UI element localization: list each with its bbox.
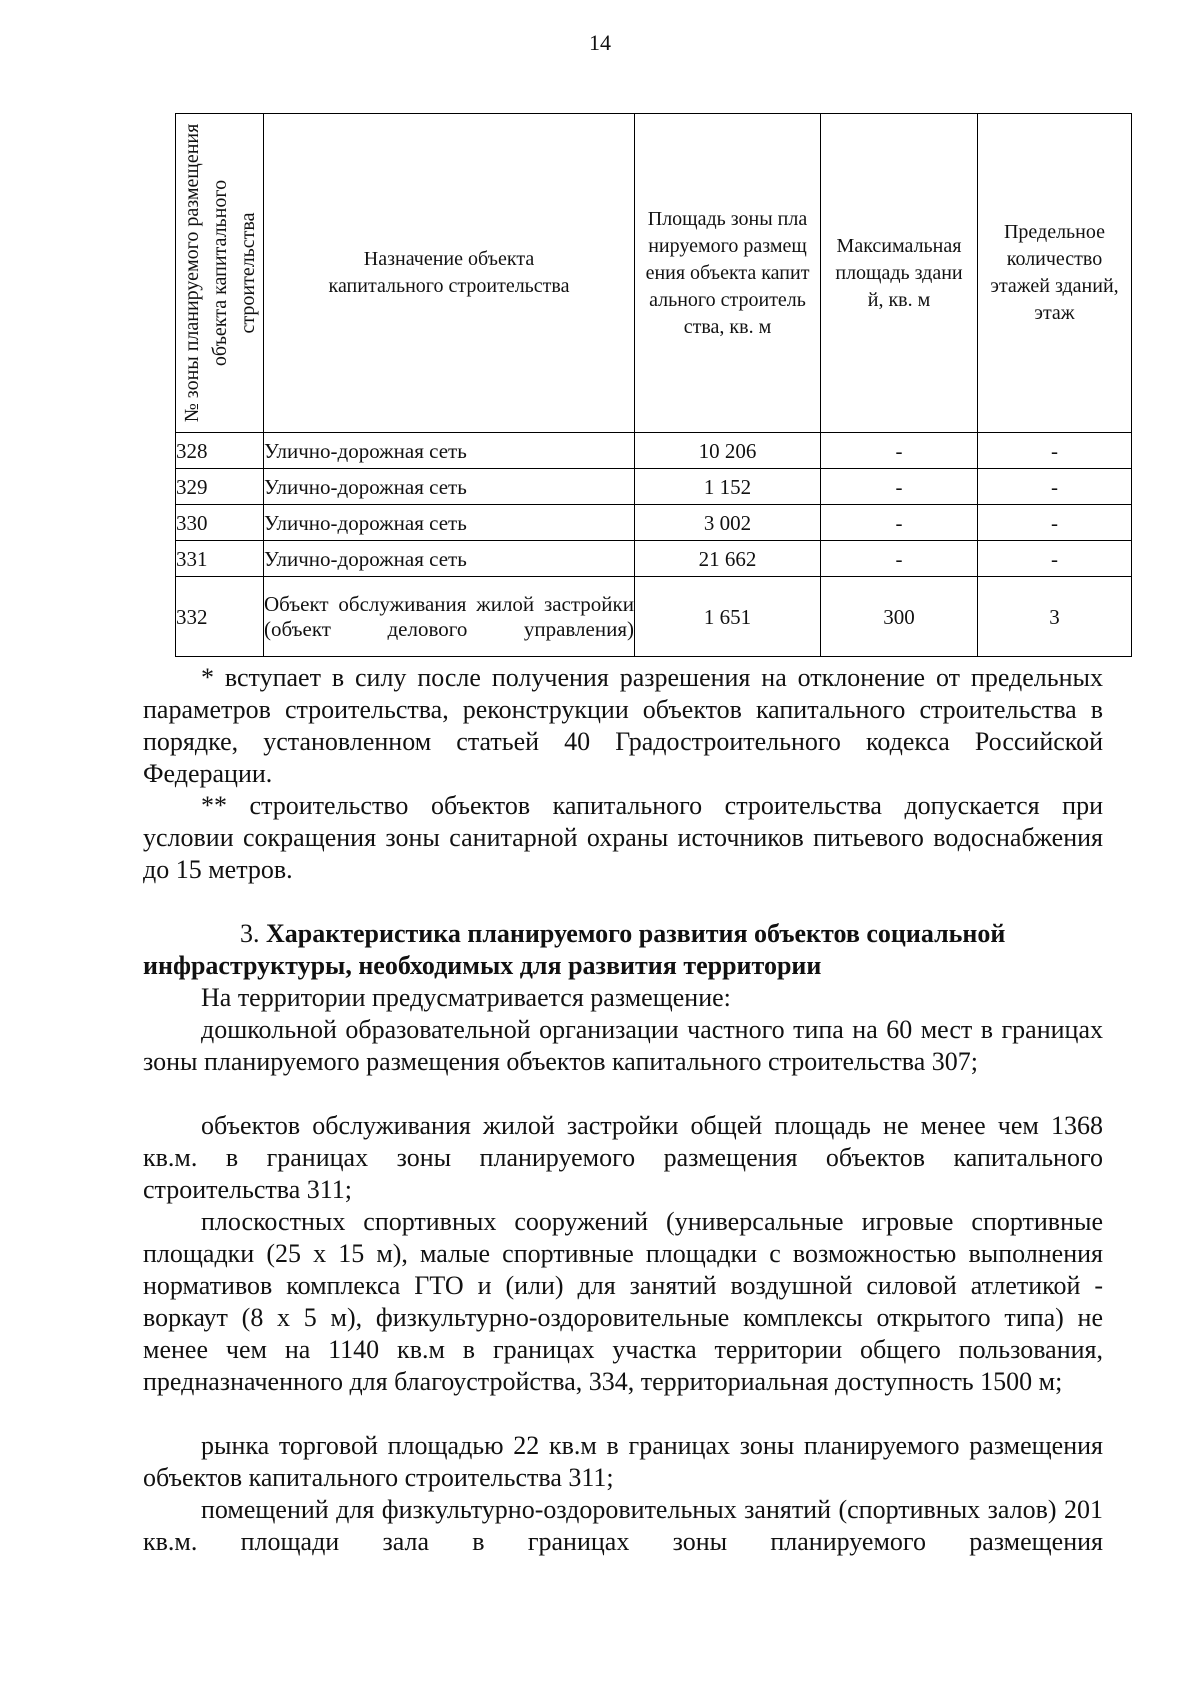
max-floors: - bbox=[978, 433, 1132, 469]
max-floors: - bbox=[978, 469, 1132, 505]
max-floors: - bbox=[978, 541, 1132, 577]
zone-number: 329 bbox=[176, 469, 264, 505]
max-area: 300 bbox=[821, 577, 978, 657]
max-area: - bbox=[821, 505, 978, 541]
table-header-row bbox=[176, 114, 1132, 433]
header-purpose: Назначение объекта капитального строительства bbox=[264, 114, 635, 433]
max-floors: - bbox=[978, 505, 1132, 541]
max-area: - bbox=[821, 469, 978, 505]
header-zone-number-text: № зоны планируемого размещения объекта капитального строительства bbox=[180, 123, 259, 423]
zone-number: 332 bbox=[176, 577, 264, 657]
max-area: - bbox=[821, 541, 978, 577]
page-number: 14 bbox=[589, 30, 611, 55]
purpose: Улично-дорожная сеть bbox=[264, 541, 635, 577]
list-item: помещений для физкультурно-оздоровительных занятий (спортивных залов) 201 кв.м. площади зала в границах зоны планируемого размещения bbox=[143, 1495, 1103, 1556]
zones-table bbox=[175, 113, 1132, 657]
purpose: Объект обслуживания жилой застройки (объект делового управления) bbox=[264, 577, 635, 657]
header-zone-number bbox=[176, 114, 264, 433]
header-max-floors: Предельное количество этажей зданий, этаж bbox=[978, 114, 1132, 433]
purpose: Улично-дорожная сеть bbox=[264, 505, 635, 541]
header-zone-area: Площадь зоны планируемого размещения объекта капитального строительства, кв. м bbox=[635, 114, 821, 433]
section-3-intro: На территории предусматривается размещение: bbox=[201, 983, 731, 1012]
list-item: дошкольной образовательной организации частного типа на 60 мест в границах зоны планируемого размещения объектов капитального строительства 307; bbox=[143, 1015, 1103, 1076]
section-number: 3. bbox=[240, 919, 260, 948]
purpose: Улично-дорожная сеть bbox=[264, 469, 635, 505]
section-title: Характеристика планируемого развития объектов социальной инфраструктуры, необходимых для развития территории bbox=[143, 919, 1006, 980]
zone-area: 1 651 bbox=[635, 577, 821, 657]
table-row bbox=[176, 469, 1132, 505]
max-floors: 3 bbox=[978, 577, 1132, 657]
list-item: рынка торговой площадью 22 кв.м в границах зоны планируемого размещения объектов капитального строительства 311; bbox=[143, 1431, 1103, 1492]
zone-number: 331 bbox=[176, 541, 264, 577]
table-row bbox=[176, 505, 1132, 541]
zone-number: 328 bbox=[176, 433, 264, 469]
purpose: Улично-дорожная сеть bbox=[264, 433, 635, 469]
table-row bbox=[176, 577, 1132, 657]
section-3-heading bbox=[143, 918, 1103, 982]
list-item: объектов обслуживания жилой застройки общей площадь не менее чем 1368 кв.м. в границах зоны планируемого размещения объектов капитального строительства 311; bbox=[143, 1111, 1103, 1204]
footnote-single-asterisk: * вступает в силу после получения разрешения на отклонение от предельных параметров строительства, реконструкции объектов капитального строительства в порядке, установленном статьей 40 Градостроительного кодекса Российской Федерации. bbox=[143, 663, 1103, 788]
zone-area: 21 662 bbox=[635, 541, 821, 577]
footnote-double-asterisk: ** строительство объектов капитального строительства допускается при условии сокращения зоны санитарной охраны источников питьевого водоснабжения до 15 метров. bbox=[143, 791, 1103, 884]
zone-area: 1 152 bbox=[635, 469, 821, 505]
zone-area: 3 002 bbox=[635, 505, 821, 541]
list-item: плоскостных спортивных сооружений (универсальные игровые спортивные площадки (25 х 15 м), малые спортивные площадки с возможностью выполнения нормативов комплекса ГТО и (или) для занятий воздушной силовой атлетикой - воркаут (8 х 5 м), физкультурно-оздоровительные комплексы открытого типа) не менее чем на 1140 кв.м в границах участка территории общего пользования, предназначенного для благоустройства, 334, территориальная доступность 1500 м; bbox=[143, 1207, 1103, 1396]
table-row bbox=[176, 433, 1132, 469]
max-area: - bbox=[821, 433, 978, 469]
table-row bbox=[176, 541, 1132, 577]
zone-number: 330 bbox=[176, 505, 264, 541]
header-max-area: Максимальная площадь зданий, кв. м bbox=[821, 114, 978, 433]
zone-area: 10 206 bbox=[635, 433, 821, 469]
